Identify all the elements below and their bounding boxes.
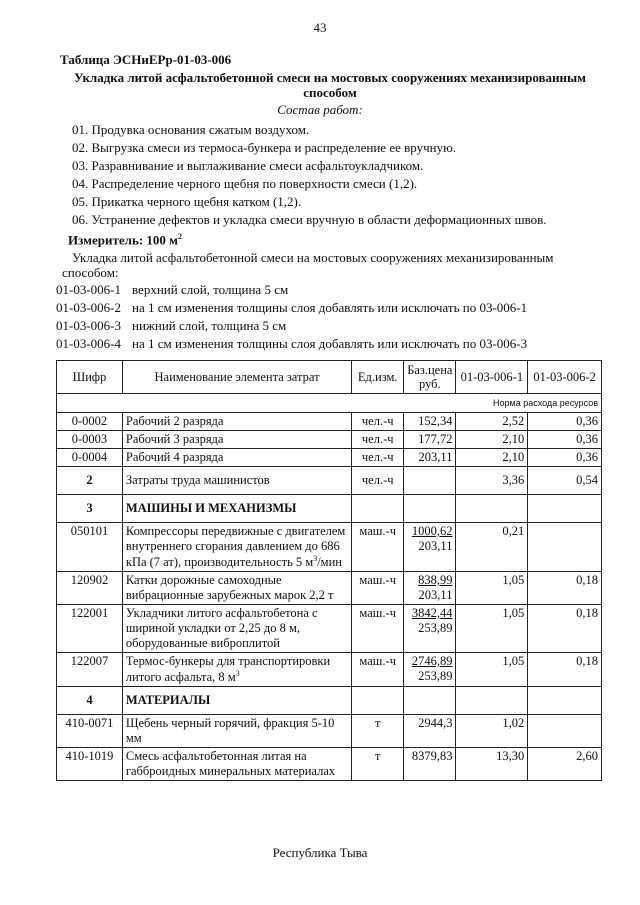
variant-line: 01-03-006-4 на 1 см изменения толщины слоя добавлять или исключать по 03-006-3 xyxy=(56,336,528,351)
norma-label: Норма расхода ресурсов xyxy=(57,394,602,413)
work-item: 03. Разравнивание и выглаживание смеси асфальтоукладчиком. xyxy=(72,158,424,173)
table-row: 0-0002 Рабочий 2 разряда чел.-ч 152,34 2,52 0,36 xyxy=(57,413,602,431)
header-price: Баз.цена руб. xyxy=(404,361,456,394)
norma-row xyxy=(57,394,602,413)
table-row: 050101 Компрессоры передвижные с двигателем внутреннего сгорания давлением до 686 кПа (7 ат), производительность 5 $м^3$/мин маш.-ч 1000,62 203,11 0,21 xyxy=(57,523,602,572)
work-item: 05. Прикатка черного щебня катком (1,2). xyxy=(72,194,302,209)
section-row: 3 МАШИНЫ И МЕХАНИЗМЫ xyxy=(57,495,602,523)
header-unit: Ед.изм. xyxy=(352,361,404,394)
table-row: 0-0004 Рабочий 4 разряда чел.-ч 203,11 2,10 0,36 xyxy=(57,449,602,467)
table-row: 410-1019 Смесь асфальтобетонная литая на габброидных минеральных материалах т 8379,83 13,30 2,60 xyxy=(57,748,602,781)
variant-line: 01-03-006-2 на 1 см изменения толщины слоя добавлять или исключать по 03-006-1 xyxy=(56,300,528,315)
measure-unit: Измеритель: 100 $м^2$ xyxy=(68,232,183,248)
section-row: 4 МАТЕРИАЛЫ xyxy=(57,687,602,715)
page-number: 43 xyxy=(313,20,327,35)
work-item: 01. Продувка основания сжатым воздухом. xyxy=(72,122,310,137)
table-row: 122001 Укладчики литого асфальтобетона с шириной укладки от 2,25 до 8 м, оборудованные виброплитой маш.-ч 3842,44 253,89 1,05 0,18 xyxy=(57,605,602,653)
table-row: 120902 Катки дорожные самоходные вибрационные зарубежных марок 2,2 т маш.-ч 838,99 203,11 1,05 0,18 xyxy=(57,572,602,605)
variant-line: 01-03-006-3 нижний слой, толщина 5 см xyxy=(56,318,287,333)
work-item: 04. Распределение черного щебня по поверхности смеси (1,2). xyxy=(72,176,418,191)
table-row: 410-0071 Щебень черный горячий, фракция 5-10 мм т 2944,3 1,02 xyxy=(57,715,602,748)
header-variant-2: 01-03-006-2 xyxy=(528,361,602,394)
table-row: 122007 Термос-бункеры для транспортировки литого асфальта, 8 $м^3$ маш.-ч 2746,89 253,89 1,05 0,18 xyxy=(57,653,602,687)
work-item: 02. Выгрузка смеси из термоса-бункера и распределение ее вручную. xyxy=(72,140,457,155)
work-item: 06. Устранение дефектов и укладка смеси вручную в области деформационных швов. xyxy=(72,212,547,227)
measure-description: Укладка литой асфальтобетонной смеси на мостовых сооружениях механизированным способом: xyxy=(62,250,554,280)
resource-table xyxy=(56,360,602,781)
variant-line: 01-03-006-1 верхний слой, толщина 5 см xyxy=(56,282,289,297)
works-subtitle: Состав работ: xyxy=(277,102,363,117)
header-code: Шифр xyxy=(57,361,123,394)
table-header-row xyxy=(57,361,602,394)
table-code: Таблица ЭСНиЕРр-01-03-006 xyxy=(60,52,232,67)
table-row: 2 Затраты труда машинистов чел.-ч 3,36 0,54 xyxy=(57,467,602,495)
table-row: 0-0003 Рабочий 3 разряда чел.-ч 177,72 2,10 0,36 xyxy=(57,431,602,449)
page-footer: Республика Тыва xyxy=(272,845,368,860)
header-variant-1: 01-03-006-1 xyxy=(456,361,528,394)
table-title: Укладка литой асфальтобетонной смеси на мостовых сооружениях механизированным способом xyxy=(73,70,587,100)
header-name: Наименование элемента затрат xyxy=(122,361,351,394)
